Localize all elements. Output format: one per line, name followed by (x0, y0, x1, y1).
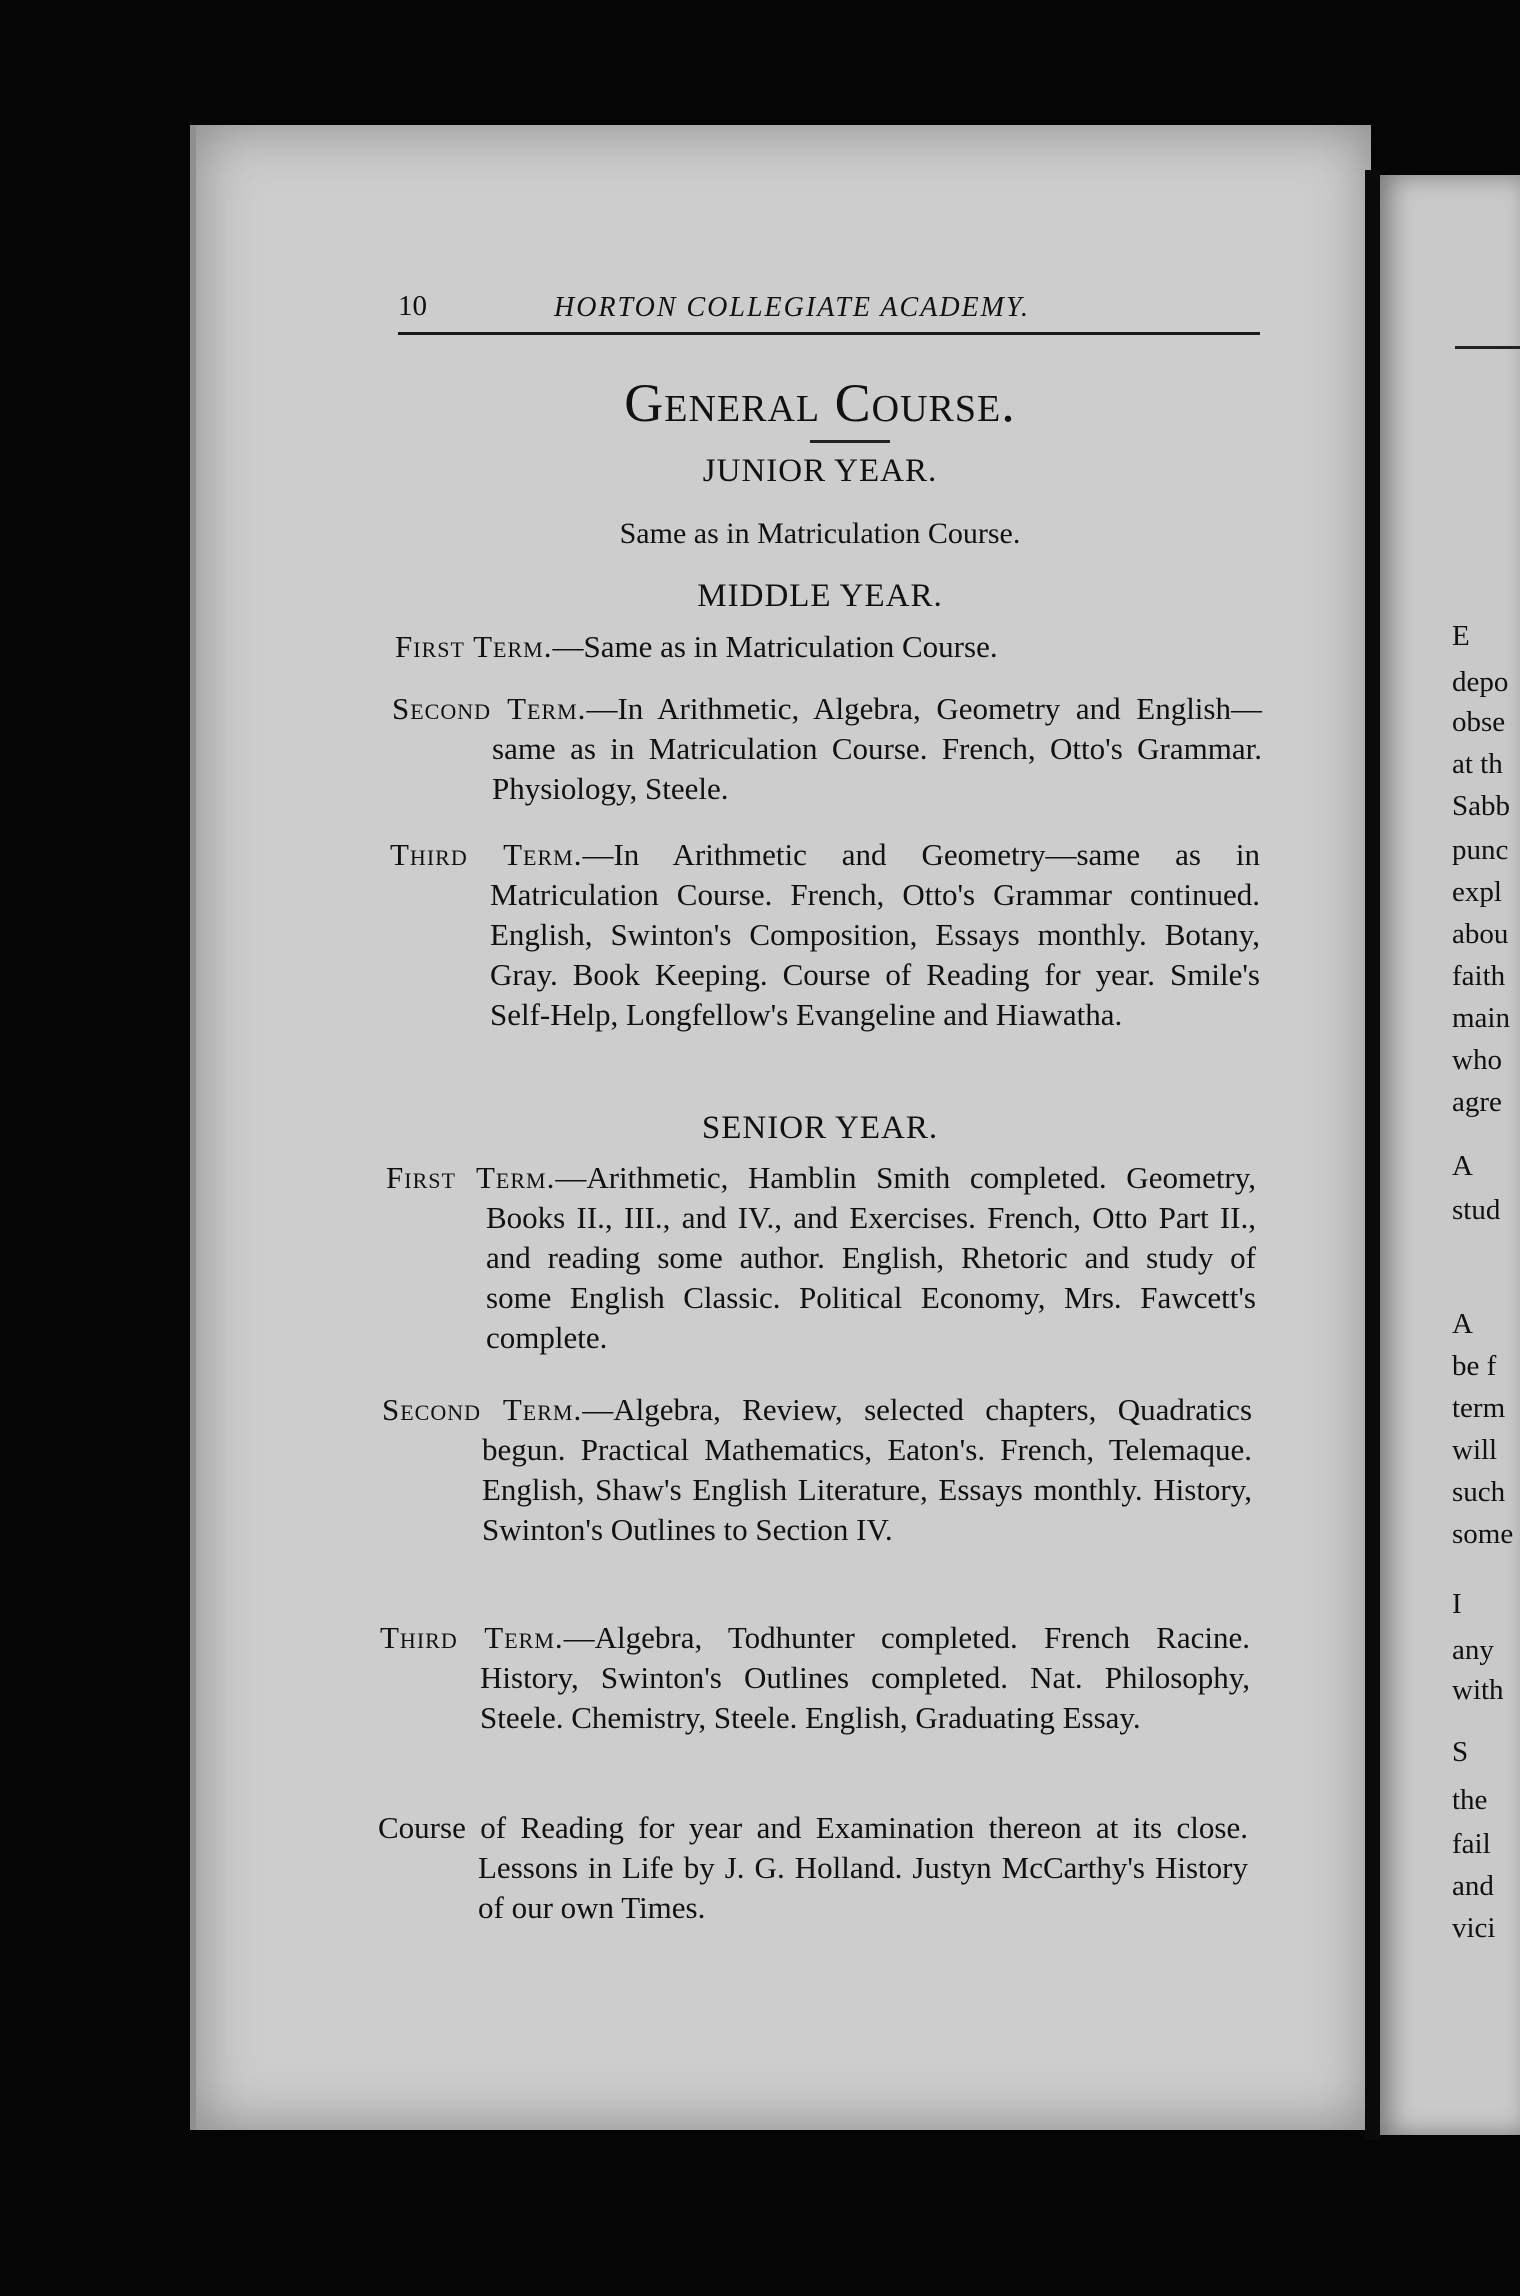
right-page-fragment: such (1452, 1476, 1506, 1508)
term-text: —Algebra, Todhunter completed. French Racine. History, Swinton's Outlines completed. Nat. Philosophy, Steele. Chemistry, Steele. English, Graduating Essay. (480, 1620, 1250, 1735)
right-page-fragment: stud (1452, 1194, 1501, 1226)
right-page-fragment: vici (1452, 1912, 1496, 1944)
right-page-fragment: punc (1452, 834, 1509, 866)
running-title: HORTON COLLEGIATE ACADEMY. (554, 292, 1030, 323)
junior-year-heading: JUNIOR YEAR. (702, 453, 938, 489)
right-page-rule (1455, 346, 1520, 349)
running-head (398, 286, 1260, 335)
right-page-fragment: A (1452, 1150, 1473, 1182)
term-text: —Algebra, Review, selected chapters, Quadratics begun. Practical Mathematics, Eaton's. French, Telemaque. English, Shaw's English Literature, Essays monthly. History, Swinton's Outlines to Section IV. (482, 1392, 1253, 1547)
right-page-fragment: and (1452, 1870, 1494, 1902)
right-page-fragment: fail (1452, 1828, 1491, 1860)
right-page-fragment: S (1452, 1736, 1469, 1768)
right-page-fragment: Sabb (1452, 790, 1510, 822)
page-number: 10 (398, 290, 427, 322)
junior-year-text: Same as in Matriculation Course. (619, 517, 1021, 550)
right-page-fragment: the (1452, 1784, 1488, 1816)
term-text: —Arithmetic, Hamblin Smith completed. Geometry, Books II., III., and IV., and Exercises. French, Otto Part II., and reading some author. English, Rhetoric and study of some English Classic. Political Economy, Mrs. Fawcett's complete. (486, 1160, 1256, 1355)
book-gutter (1365, 170, 1380, 2140)
senior-year-heading: SENIOR YEAR. (701, 1110, 939, 1146)
right-page-fragment: term (1452, 1392, 1506, 1424)
course-of-reading: Course of Reading for year and Examination thereon at its close. Lessons in Life by J. G. Holland. Justyn McCarthy's History of our own Times. (378, 1810, 1248, 1925)
middle-second-term (392, 689, 1262, 809)
term-label: First Term. (386, 1160, 556, 1195)
right-page-fragment: be f (1452, 1350, 1497, 1382)
term-label: Second Term. (382, 1392, 583, 1427)
right-page-fragment: with (1452, 1674, 1504, 1706)
senior-third-term (380, 1618, 1250, 1738)
term-label: Second Term. (392, 691, 587, 726)
middle-year-heading: MIDDLE YEAR. (697, 578, 943, 614)
right-page-fragment: any (1452, 1634, 1494, 1666)
right-page-fragment: I (1452, 1588, 1462, 1620)
right-page-fragment: E (1452, 620, 1470, 652)
course-title: General Course. (624, 373, 1016, 433)
term-label: Third Term. (390, 837, 583, 872)
right-page-fragment: expl (1452, 876, 1502, 908)
term-label: First Term. (395, 629, 553, 664)
right-page-fragment: obse (1452, 706, 1506, 738)
title-rule (810, 440, 890, 443)
senior-second-term (382, 1390, 1252, 1550)
senior-first-term (386, 1158, 1256, 1358)
middle-third-term (390, 835, 1260, 1035)
right-page-fragment: agre (1452, 1086, 1502, 1118)
right-page-fragment: A (1452, 1308, 1473, 1340)
right-page-fragment: main (1452, 1002, 1510, 1034)
right-page (1380, 175, 1520, 2135)
right-page-fragment: will (1452, 1434, 1498, 1466)
term-text: —In Arithmetic and Geometry—same as in Matriculation Course. French, Otto's Grammar continued. English, Swinton's Composition, Essays monthly. Botany, Gray. Book Keeping. Course of Reading for year. Smile's Self-Help, Longfellow's Evangeline and Hiawatha. (490, 837, 1260, 1032)
term-text: —In Arithmetic, Algebra, Geometry and English—same as in Matriculation Course. French, Otto's Grammar. Physiology, Steele. (492, 691, 1262, 806)
middle-first-term (395, 627, 1265, 667)
right-page-fragment: abou (1452, 918, 1509, 950)
right-page-fragment: some (1452, 1518, 1514, 1550)
term-label: Third Term. (380, 1620, 564, 1655)
right-page-fragment: faith (1452, 960, 1506, 992)
term-text: —Same as in Matriculation Course. (552, 629, 998, 664)
right-page-fragment: who (1452, 1044, 1502, 1076)
right-page-fragment: depo (1452, 666, 1509, 698)
right-page-fragment: at th (1452, 748, 1503, 780)
